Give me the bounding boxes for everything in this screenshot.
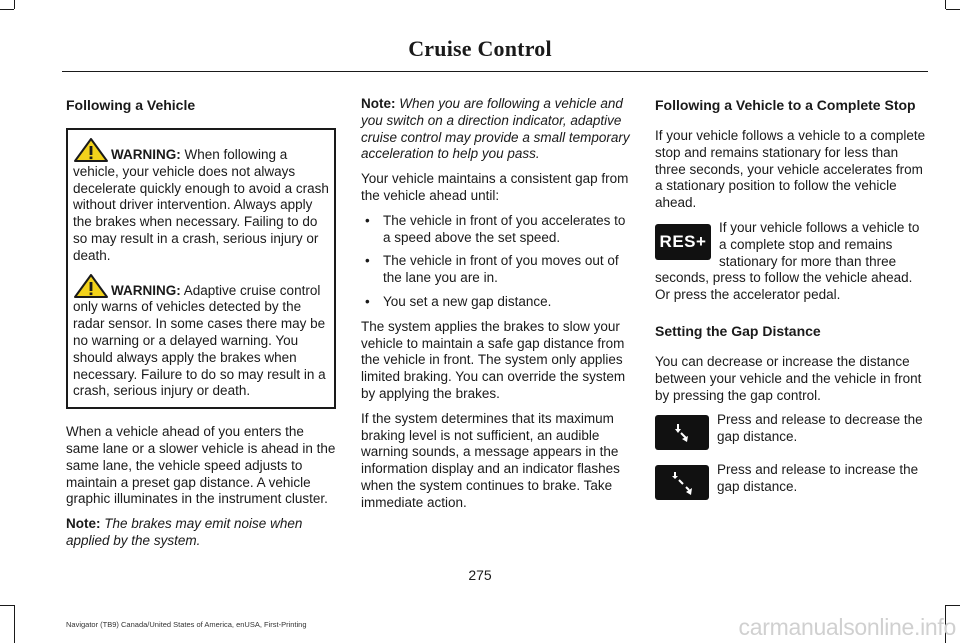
- section-heading-gap-distance: Setting the Gap Distance: [655, 322, 821, 339]
- note-label: Note:: [66, 516, 101, 532]
- gap-decrease-icon: [655, 415, 709, 450]
- bullet-list: [361, 213, 632, 311]
- section-heading-complete-stop: Following a Vehicle to a Complete Stop: [655, 97, 916, 113]
- watermark: carmanualsonline.info: [738, 614, 956, 640]
- body-paragraph: If your vehicle follows a vehicle to a complete stop and remains stationary for less than three seconds, your vehicle accelerates from a stationary position to follow the vehicle ahead.: [655, 128, 926, 211]
- crop-mark: [14, 605, 15, 643]
- list-item: [361, 253, 632, 287]
- list-item: [361, 213, 632, 247]
- gap-decrease-instruction: [655, 412, 926, 460]
- note-paragraph: [361, 96, 632, 163]
- res-instruction: [655, 220, 926, 304]
- list-item-text: The vehicle in front of you moves out of the lane you are in.: [383, 253, 619, 286]
- column-middle: [361, 96, 632, 520]
- bullet-marker: •: [365, 293, 370, 309]
- crop-mark: [14, 0, 15, 9]
- page-title: Cruise Control: [408, 36, 552, 61]
- document-info: Navigator (TB9) Canada/United States of America, enUSA, First-Printing: [66, 620, 307, 629]
- gap-increase-text: Press and release to increase the gap distance.: [717, 462, 919, 495]
- bullet-marker: •: [365, 253, 370, 269]
- body-paragraph: You can decrease or increase the distance between your vehicle and the vehicle in front by pressing the gap control.: [655, 353, 922, 403]
- note-text: The brakes may emit noise when applied by the system.: [66, 516, 303, 548]
- warning-box: [66, 128, 336, 409]
- list-item: [361, 294, 632, 311]
- warning-triangle-icon: [73, 138, 109, 162]
- section-heading-following-vehicle: Following a Vehicle: [66, 97, 196, 113]
- crop-mark: [946, 9, 960, 10]
- page-number: 275: [468, 567, 492, 583]
- gap-increase-icon: [655, 465, 709, 500]
- gap-decrease-text: Press and release to decrease the gap distance.: [717, 412, 923, 445]
- body-paragraph: If the system determines that its maximum braking level is not sufficient, an audible warning sounds, a message appears in the information display and an indicator flashes when the system continues to brake. Take immediate action.: [361, 410, 620, 510]
- crop-mark: [0, 9, 14, 10]
- warning-paragraph: [73, 274, 330, 401]
- body-paragraph: Your vehicle maintains a consistent gap from the vehicle ahead until:: [361, 171, 629, 203]
- column-right: [655, 96, 926, 510]
- warning-label: WARNING:: [111, 147, 181, 162]
- body-paragraph: The system applies the brakes to slow your vehicle to maintain a safe gap distance from the vehicle in front. The system only applies limited braking. You can override the system by applying the brakes.: [361, 318, 626, 401]
- res-instruction-text: If your vehicle follows a vehicle to a complete stop and remains stationary for more than three seconds, press to follow the vehicle ahead. Or press the accelerator pedal.: [655, 219, 920, 303]
- crop-mark: [946, 605, 960, 606]
- bullet-marker: •: [365, 212, 370, 228]
- warning-label: WARNING:: [111, 282, 181, 298]
- note-text: When you are following a vehicle and you switch on a direction indicator, adaptive cruise control may provide a small temporary acceleration to help you pass.: [361, 96, 630, 162]
- crop-mark: [945, 0, 946, 9]
- list-item-text: The vehicle in front of you accelerates to a speed above the set speed.: [383, 212, 626, 245]
- note-label: Note:: [361, 96, 396, 111]
- body-paragraph: When a vehicle ahead of you enters the same lane or a slower vehicle is ahead in the same lane, the vehicle speed adjusts to maintain a preset gap distance. A vehicle graphic illuminates in the instrument cluster.: [66, 424, 336, 507]
- header-rule: [62, 71, 928, 72]
- warning-text: Adaptive cruise control only warns of vehicles detected by the radar sensor. In some cases there may be no warning or a delayed warning. You should always apply the brakes when necessary. Failure to do so may result in a crash, serious injury or death.: [73, 282, 326, 399]
- column-left: [66, 96, 336, 558]
- res-plus-button-icon: RES+: [655, 224, 711, 260]
- note-paragraph: [66, 516, 336, 550]
- gap-increase-instruction: [655, 462, 926, 510]
- warning-paragraph: [73, 138, 330, 265]
- warning-triangle-icon: [73, 274, 109, 298]
- crop-mark: [0, 605, 14, 606]
- warning-text: When following a vehicle, your vehicle does not always decelerate quickly enough to avoid a crash without driver intervention. Always apply the brakes when necessary. Failing to do so may result in a crash, serious injury or death.: [73, 147, 329, 263]
- list-item-text: You set a new gap distance.: [383, 293, 552, 309]
